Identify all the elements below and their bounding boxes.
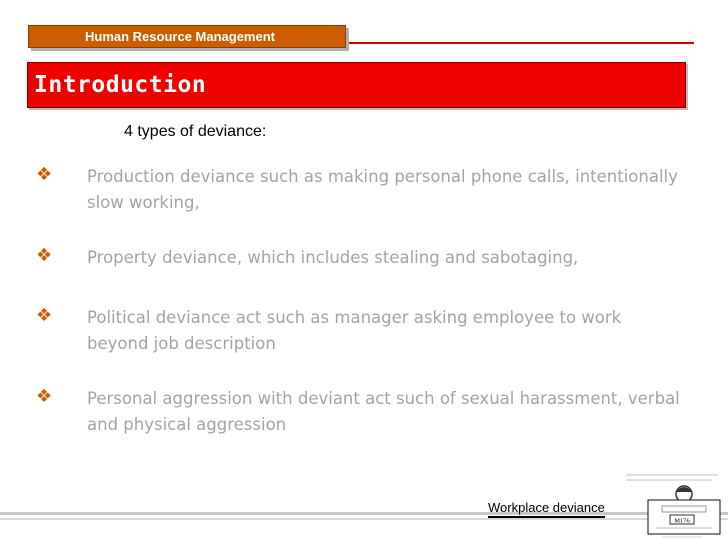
header-rule (348, 42, 694, 44)
slide-subtitle: 4 types of deviance: (124, 123, 267, 140)
slide-title: Introduction (34, 72, 207, 98)
diamond-bullet-icon: ❖ (36, 305, 53, 326)
bullet-text: Property deviance, which includes stealing and sabotaging, (87, 248, 579, 267)
slide-title-bar (27, 62, 686, 108)
bullet-text: Political deviance act such as manager asking employee to work beyond job description (87, 308, 622, 353)
bullet-text: Production deviance such as making personal phone calls, intentionally slow working, (87, 167, 678, 212)
diamond-bullet-icon: ❖ (36, 164, 53, 185)
cartoon-illustration (622, 470, 722, 542)
bullet-text: Personal aggression with deviant act such of sexual harassment, verbal and physical aggression (87, 389, 680, 434)
header-tab (28, 25, 346, 48)
diamond-bullet-icon: ❖ (36, 386, 53, 407)
sign-label: M176 (674, 517, 690, 525)
footer-topic: Workplace deviance (488, 500, 605, 518)
footer-rule-secondary (0, 518, 728, 520)
course-title: Human Resource Management (85, 29, 275, 44)
footer-rule (0, 512, 728, 515)
diamond-bullet-icon: ❖ (36, 245, 53, 266)
